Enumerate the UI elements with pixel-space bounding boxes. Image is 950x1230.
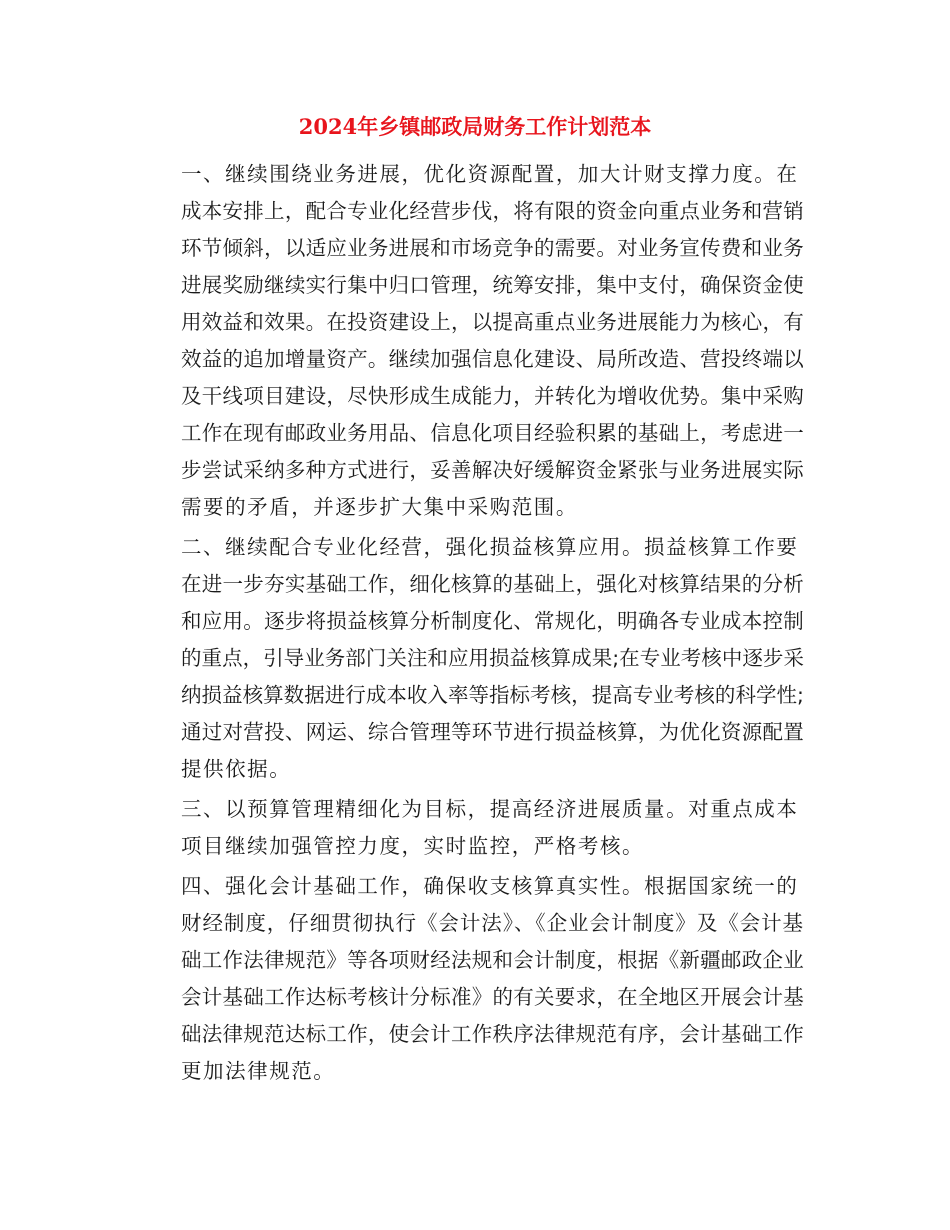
paragraph-line: 项目继续加强管控力度，实时监控，严格考核。 xyxy=(181,834,645,858)
paragraph-3 xyxy=(140,791,804,865)
paragraph-line: 进展奖励继续实行集中归口管理，统筹安排，集中支付，确保资金使 xyxy=(181,273,804,297)
paragraph-line: 础工作法律规范》等各项财经法规和会计制度，根据《新疆邮政企业 xyxy=(181,948,804,972)
paragraph-line: 纳损益核算数据进行成本收入率等指标考核，提高专业考核的科学性; xyxy=(181,683,804,707)
paragraph-line: 工作在现有邮政业务用品、信息化项目经验积累的基础上，考虑进一 xyxy=(181,421,804,445)
paragraph-line: 的重点，引导业务部门关注和应用损益核算成果;在专业考核中逐步采 xyxy=(181,646,804,670)
paragraph-line: 效益的追加增量资产。继续加强信息化建设、局所改造、营投终端以 xyxy=(181,347,804,371)
paragraph-line: 三、以预算管理精细化为目标，提高经济进展质量。对重点成本 xyxy=(181,797,799,821)
paragraph-2 xyxy=(140,529,804,788)
paragraph-line: 通过对营投、网运、综合管理等环节进行损益核算，为优化资源配置 xyxy=(181,720,804,744)
paragraph-line: 四、强化会计基础工作，确保收支核算真实性。根据国家统一的 xyxy=(181,874,799,898)
document-title: 2024年乡镇邮政局财务工作计划范本 xyxy=(298,114,652,139)
paragraph-line: 础法律规范达标工作，使会计工作秩序法律规范有序，会计基础工作 xyxy=(181,1022,804,1046)
paragraph-line: 及干线项目建设，尽快形成生成能力，并转化为增收优势。集中采购 xyxy=(181,384,804,408)
paragraph-line: 提供依据。 xyxy=(181,757,292,781)
paragraph-line: 需要的矛盾，并逐步扩大集中采购范围。 xyxy=(181,495,578,519)
paragraph-line: 会计基础工作达标考核计分标准》的有关要求，在全地区开展会计基 xyxy=(181,985,804,1009)
paragraph-line: 在进一步夯实基础工作，细化核算的基础上，强化对核算结果的分析 xyxy=(181,572,804,596)
document-body xyxy=(140,156,804,1090)
paragraph-line: 和应用。逐步将损益核算分析制度化、常规化，明确各专业成本控制 xyxy=(181,609,804,633)
paragraph-1 xyxy=(140,156,804,526)
paragraph-line: 环节倾斜，以适应业务进展和市场竞争的需要。对业务宣传费和业务 xyxy=(181,236,804,260)
paragraph-line: 步尝试采纳多种方式进行，妥善解决好缓解资金紧张与业务进展实际 xyxy=(181,458,804,482)
paragraph-4 xyxy=(140,868,804,1090)
paragraph-line: 一、继续围绕业务进展，优化资源配置，加大计财支撑力度。在 xyxy=(181,162,799,186)
paragraph-line: 二、继续配合专业化经营，强化损益核算应用。损益核算工作要 xyxy=(181,535,799,559)
paragraph-line: 财经制度，仔细贯彻执行《会计法》、《企业会计制度》及《会计基 xyxy=(181,911,804,935)
paragraph-line: 成本安排上，配合专业化经营步伐，将有限的资金向重点业务和营销 xyxy=(181,199,804,223)
paragraph-line: 更加法律规范。 xyxy=(181,1059,336,1083)
paragraph-line: 用效益和效果。在投资建设上，以提高重点业务进展能力为核心，有 xyxy=(181,310,804,334)
